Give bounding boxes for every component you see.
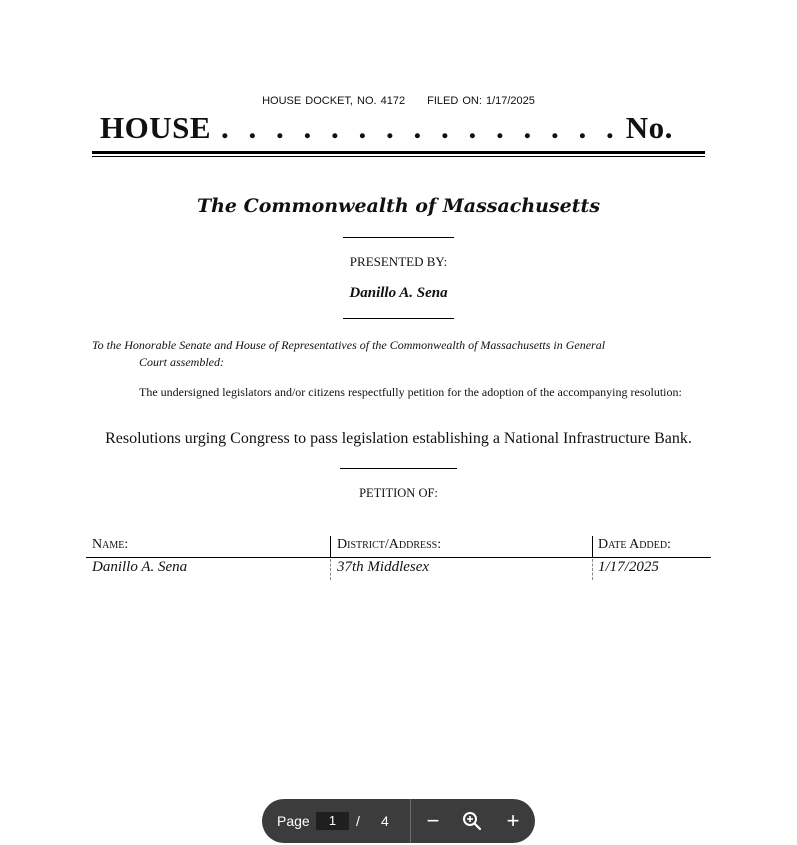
zoom-fit-button[interactable] bbox=[459, 807, 485, 835]
commonwealth-title: The Commonwealth of Massachusetts bbox=[196, 195, 601, 217]
total-pages: 4 bbox=[381, 813, 389, 829]
header-rule-thin bbox=[92, 156, 705, 157]
number-label: No. bbox=[625, 110, 673, 145]
address-line-2: Court assembled: bbox=[139, 355, 224, 369]
table-cell-date: 1/17/2025 bbox=[598, 559, 659, 575]
sponsor-name: Danillo A. Sena bbox=[349, 285, 448, 301]
docket-line bbox=[0, 95, 797, 107]
divider bbox=[340, 468, 457, 469]
column-header-date: Date Added: bbox=[598, 537, 671, 552]
column-separator bbox=[592, 536, 593, 557]
page-separator: / bbox=[356, 813, 360, 829]
petition-paragraph: The undersigned legislators and/or citizens respectfully petition for the adoption of the accompanying resolution: bbox=[139, 385, 682, 399]
house-number-line bbox=[100, 110, 673, 146]
column-separator bbox=[330, 536, 331, 557]
docket-number: HOUSE DOCKET, NO. 4172 bbox=[262, 95, 406, 107]
column-header-district: District/Address: bbox=[337, 537, 442, 552]
column-header-name: Name: bbox=[92, 537, 129, 552]
presented-by-label: PRESENTED BY: bbox=[349, 254, 448, 269]
filed-date: FILED ON: 1/17/2025 bbox=[427, 95, 535, 107]
column-separator bbox=[330, 559, 331, 580]
table-cell-district: 37th Middlesex bbox=[337, 559, 430, 575]
chamber-label: HOUSE bbox=[100, 110, 212, 145]
resolution-title: Resolutions urging Congress to pass legislation establishing a National Infrastructure Bank. bbox=[105, 430, 692, 447]
column-separator bbox=[592, 559, 593, 580]
divider bbox=[343, 237, 454, 238]
table-cell-name: Danillo A. Sena bbox=[92, 559, 188, 575]
magnifier-plus-icon bbox=[462, 811, 482, 831]
zoom-out-button[interactable]: − bbox=[426, 808, 440, 833]
petition-of-label: PETITION OF: bbox=[359, 486, 438, 500]
pdf-toolbar bbox=[262, 799, 535, 843]
toolbar-divider bbox=[410, 799, 411, 843]
address-line-1: To the Honorable Senate and House of Representatives of the Commonwealth of Massachusetts in General bbox=[92, 338, 606, 352]
zoom-in-button[interactable]: + bbox=[506, 808, 520, 833]
table-header-rule bbox=[86, 557, 711, 558]
current-page-input[interactable]: 1 bbox=[316, 812, 349, 830]
dot-leader: . . . . . . . . . . . . . . . bbox=[221, 110, 620, 145]
divider bbox=[343, 318, 454, 319]
address-paragraph bbox=[92, 337, 759, 371]
page-label: Page bbox=[277, 813, 310, 829]
header-rule-thick bbox=[92, 151, 705, 154]
